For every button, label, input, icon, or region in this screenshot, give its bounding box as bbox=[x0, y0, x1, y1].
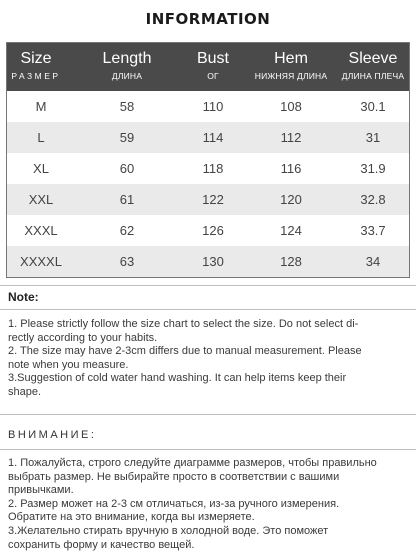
cell-bust: 122 bbox=[202, 192, 224, 207]
header-sleeve-ru: ДЛИНА ПЛЕЧА bbox=[341, 71, 405, 81]
cell-size: XXL bbox=[28, 192, 54, 207]
cell-bust: 130 bbox=[202, 254, 224, 269]
header-hem bbox=[251, 43, 331, 91]
note-text bbox=[8, 318, 408, 400]
note-line: note when you measure. bbox=[8, 358, 129, 371]
ru-note-heading: ВНИМАНИЕ: bbox=[8, 429, 97, 441]
table-row bbox=[7, 91, 409, 122]
cell-bust: 118 bbox=[202, 161, 224, 176]
ru-note-line: сохранить форму и качество вещей. bbox=[8, 538, 195, 551]
header-sleeve bbox=[337, 43, 409, 91]
table-row bbox=[7, 184, 409, 215]
cell-sleeve: 34 bbox=[365, 254, 381, 269]
cell-hem: 124 bbox=[280, 223, 302, 238]
size-chart-table bbox=[6, 42, 410, 278]
cell-bust: 110 bbox=[202, 99, 224, 114]
divider bbox=[0, 449, 416, 450]
note-line: 3.Suggestion of cold water hand washing. It can help items keep their bbox=[8, 372, 347, 385]
table-row bbox=[7, 246, 409, 277]
cell-length: 58 bbox=[119, 99, 135, 114]
cell-bust: 126 bbox=[202, 223, 224, 238]
ru-note-line: 3.Желательно стирать вручную в холодной воде. Это поможет bbox=[8, 524, 329, 537]
page-title: INFORMATION bbox=[145, 10, 271, 28]
header-sleeve-en: Sleeve bbox=[348, 50, 398, 67]
table-row bbox=[7, 215, 409, 246]
table-header bbox=[7, 43, 409, 91]
cell-length: 63 bbox=[119, 254, 135, 269]
cell-size: XXXL bbox=[24, 223, 58, 238]
header-size-en: Size bbox=[20, 50, 52, 67]
note-line: shape. bbox=[8, 385, 42, 398]
cell-hem: 116 bbox=[280, 161, 302, 176]
note-line: 2. The size may have 2-3cm differs due to manual measurement. Please bbox=[8, 345, 362, 358]
header-hem-en: Hem bbox=[274, 50, 308, 67]
cell-sleeve: 30.1 bbox=[360, 99, 386, 114]
note-line: rectly according to your habits. bbox=[8, 331, 158, 344]
cell-sleeve: 31 bbox=[365, 130, 381, 145]
cell-sleeve: 32.8 bbox=[360, 192, 386, 207]
header-length-en: Length bbox=[102, 50, 152, 67]
cell-size: L bbox=[37, 130, 45, 145]
header-bust bbox=[177, 43, 249, 91]
note-heading: Note: bbox=[8, 290, 39, 304]
note-line: 1. Please strictly follow the size chart to select the size. Do not select di- bbox=[8, 318, 359, 330]
ru-note-line: привычками. bbox=[8, 484, 74, 497]
ru-note-line: выбрать размер. Не выбирайте просто в соответствии с вашими bbox=[8, 470, 340, 483]
divider bbox=[0, 414, 416, 415]
header-hem-ru: НИЖНЯЯ ДЛИНА bbox=[254, 71, 328, 81]
cell-length: 61 bbox=[119, 192, 135, 207]
cell-length: 59 bbox=[119, 130, 135, 145]
header-size bbox=[7, 43, 65, 91]
header-length-ru: ДЛИНА bbox=[111, 71, 143, 81]
cell-size: XXXXL bbox=[20, 254, 62, 269]
table-row bbox=[7, 153, 409, 184]
cell-size: M bbox=[35, 99, 47, 114]
cell-sleeve: 33.7 bbox=[360, 223, 386, 238]
ru-note-line: 2. Размер может на 2-3 см отличаться, из-за ручного измерения. bbox=[8, 497, 340, 510]
divider bbox=[0, 309, 416, 310]
cell-hem: 120 bbox=[280, 192, 302, 207]
cell-length: 60 bbox=[119, 161, 135, 176]
divider bbox=[0, 285, 416, 286]
header-bust-ru: ОГ bbox=[207, 71, 219, 81]
cell-length: 62 bbox=[119, 223, 135, 238]
cell-size: XL bbox=[33, 161, 49, 176]
header-bust-en: Bust bbox=[196, 50, 229, 67]
ru-note-line: Обратите на это внимание, когда вы измеряете. bbox=[8, 511, 255, 524]
header-length bbox=[87, 43, 167, 91]
ru-note-line: 1. Пожалуйста, строго следуйте диаграмме размеров, чтобы правильно bbox=[8, 457, 377, 469]
cell-hem: 128 bbox=[280, 254, 302, 269]
ru-note-text bbox=[8, 457, 408, 552]
cell-sleeve: 31.9 bbox=[360, 161, 386, 176]
cell-hem: 108 bbox=[280, 99, 302, 114]
table-row bbox=[7, 122, 409, 153]
cell-hem: 112 bbox=[280, 130, 302, 145]
cell-bust: 114 bbox=[202, 130, 224, 145]
header-size-ru: РАЗМЕР bbox=[11, 71, 61, 81]
